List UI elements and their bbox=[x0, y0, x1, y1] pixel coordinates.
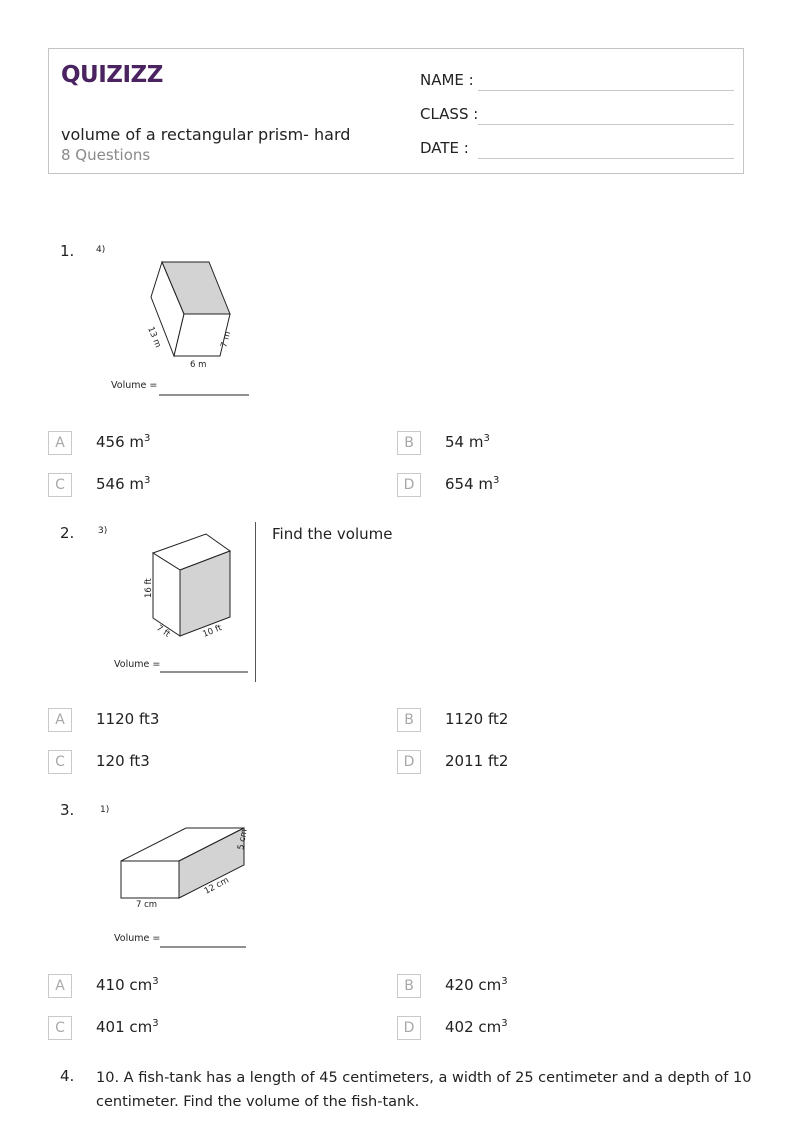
logo-text: QUIZIZZ bbox=[61, 62, 163, 88]
option-letter: A bbox=[48, 974, 72, 998]
option-text: 2011 ft2 bbox=[445, 752, 509, 770]
worksheet-header bbox=[48, 48, 744, 174]
question-4-number: 4. bbox=[60, 1067, 75, 1085]
date-line[interactable] bbox=[478, 158, 734, 159]
question-2-prompt: Find the volume bbox=[272, 525, 393, 543]
superscript: 3 bbox=[152, 976, 159, 987]
dim-label: 13 m bbox=[145, 325, 163, 350]
volume-label: Volume = bbox=[114, 933, 161, 944]
option-text: 654 m bbox=[445, 475, 494, 493]
option-letter: D bbox=[397, 1016, 421, 1040]
question-3-number: 3. bbox=[60, 801, 75, 819]
option-text: 1120 ft3 bbox=[96, 710, 160, 728]
volume-label: Volume = bbox=[111, 380, 158, 391]
superscript: 3 bbox=[483, 433, 490, 444]
worksheet-title: volume of a rectangular prism- hard bbox=[61, 125, 351, 144]
superscript: 3 bbox=[493, 475, 500, 486]
option-text: 410 cm bbox=[96, 976, 153, 994]
superscript: 3 bbox=[501, 1018, 508, 1029]
prism-figure-2 bbox=[96, 520, 256, 680]
question-count: 8 Questions bbox=[61, 146, 151, 164]
superscript: 3 bbox=[501, 976, 508, 987]
class-field[interactable] bbox=[420, 99, 734, 125]
option-text: 54 m bbox=[445, 433, 484, 451]
option-text: 1120 ft2 bbox=[445, 710, 509, 728]
option-letter: D bbox=[397, 750, 421, 774]
option-letter: C bbox=[48, 1016, 72, 1040]
superscript: 3 bbox=[144, 433, 151, 444]
column-divider bbox=[255, 522, 256, 682]
option-letter: C bbox=[48, 750, 72, 774]
option-letter: B bbox=[397, 708, 421, 732]
option-letter: C bbox=[48, 473, 72, 497]
dim-label: 7 m bbox=[219, 330, 234, 349]
option-letter: A bbox=[48, 708, 72, 732]
option-letter: B bbox=[397, 974, 421, 998]
class-line[interactable] bbox=[478, 124, 734, 125]
figure-tag: 3) bbox=[98, 526, 108, 536]
option-text: 420 cm bbox=[445, 976, 502, 994]
question-4-text: 10. A fish-tank has a length of 45 centimeters, a width of 25 centimeter and a depth of 10 centimeter. Find the volume of the fish-tank. bbox=[96, 1070, 752, 1110]
date-field[interactable] bbox=[420, 133, 734, 159]
option-text: 546 m bbox=[96, 475, 145, 493]
figure-tag: 4) bbox=[96, 245, 106, 255]
figure-tag: 1) bbox=[100, 805, 110, 815]
option-text: 120 ft3 bbox=[96, 752, 150, 770]
volume-label: Volume = bbox=[114, 659, 161, 670]
name-label: NAME : bbox=[420, 71, 474, 89]
dim-label: 12 cm bbox=[202, 875, 231, 897]
question-2-number: 2. bbox=[60, 524, 75, 542]
superscript: 3 bbox=[152, 1018, 159, 1029]
prism-front-face bbox=[121, 861, 179, 898]
dim-label: 5 cm bbox=[236, 828, 250, 851]
dim-label: 16 ft bbox=[144, 578, 154, 598]
option-text: 456 m bbox=[96, 433, 145, 451]
superscript: 3 bbox=[144, 475, 151, 486]
name-line[interactable] bbox=[478, 90, 734, 91]
option-letter: D bbox=[397, 473, 421, 497]
quizizz-logo bbox=[61, 59, 171, 89]
dim-label: 7 cm bbox=[136, 900, 158, 910]
option-letter: B bbox=[397, 431, 421, 455]
class-label: CLASS : bbox=[420, 105, 479, 123]
dim-label: 7 ft bbox=[154, 623, 172, 640]
dim-label: 6 m bbox=[190, 360, 207, 370]
prism-figure-1 bbox=[96, 240, 266, 400]
date-label: DATE : bbox=[420, 139, 469, 157]
prism-figure-3 bbox=[96, 798, 276, 953]
option-text: 401 cm bbox=[96, 1018, 153, 1036]
dim-label: 10 ft bbox=[201, 623, 224, 640]
question-1-number: 1. bbox=[60, 242, 75, 260]
name-field[interactable] bbox=[420, 65, 734, 91]
option-text: 402 cm bbox=[445, 1018, 502, 1036]
option-letter: A bbox=[48, 431, 72, 455]
